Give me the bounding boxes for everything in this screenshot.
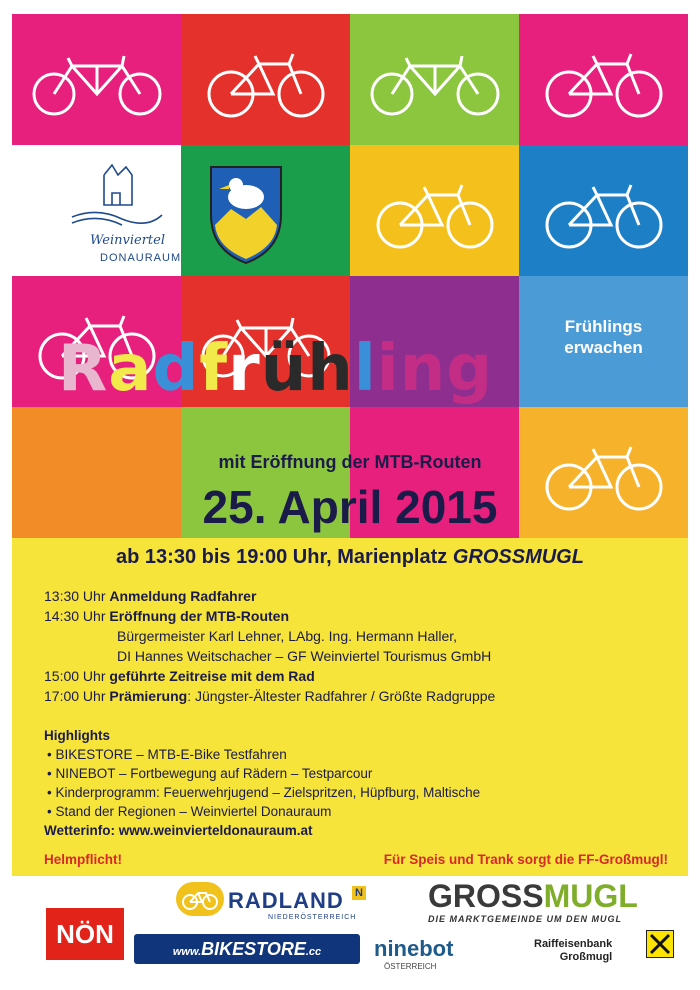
title-letter: n [399, 332, 447, 406]
highlights [44, 726, 480, 840]
color-tile [350, 14, 519, 145]
bicycle-icon [519, 145, 688, 276]
title-letter: h [307, 332, 354, 406]
schedule-row: Bürgermeister Karl Lehner, LAbg. Ing. Hermann Haller, [117, 628, 458, 644]
ninebot-logo: ninebot [374, 936, 454, 961]
radland-subtitle: NIEDERÖSTERREICH [268, 914, 357, 921]
event-time-place [12, 546, 688, 569]
bicycle-icon [350, 145, 519, 276]
poster [12, 14, 688, 876]
highlight-item: • BIKESTORE – MTB-E-Bike Testfahren [44, 745, 480, 764]
radland-wordmark: RADLAND [228, 888, 344, 913]
title-letter: l [353, 332, 377, 406]
title-letter: i [376, 332, 400, 406]
ninebot-subtitle: ÖSTERREICH [384, 962, 437, 971]
bicycle-icon [519, 14, 688, 145]
title-letter: r [228, 332, 261, 406]
color-tile [350, 145, 519, 276]
title-radfruehling [58, 332, 493, 406]
color-tile [519, 14, 688, 145]
weinviertel-script: Weinviertel [90, 233, 166, 248]
time-place-text: ab 13:30 bis 19:00 Uhr, Marienplatz [116, 546, 453, 568]
raiffeisen-gable-icon [646, 930, 674, 958]
schedule-row: DI Hannes Weitschacher – GF Weinviertel Tourismus GmbH [117, 648, 492, 664]
color-tile [12, 14, 181, 145]
highlights-heading: Highlights [44, 728, 110, 743]
mugl-part: MUGL [543, 878, 638, 914]
title-letter: d [152, 332, 200, 406]
coat-of-arms-icon [181, 145, 350, 276]
schedule-row: 13:30 Uhr Anmeldung Radfahrer [44, 588, 257, 604]
color-tile [519, 276, 688, 407]
schedule-row: 14:30 Uhr Eröffnung der MTB-Routen [44, 608, 290, 624]
donauraum-label: DONAURAUM [100, 252, 182, 264]
raiffeisen-line1: Raiffeisenbank [534, 938, 613, 950]
highlight-item: • NINEBOT – Fortbewegung auf Rädern – Testparcour [44, 764, 480, 783]
tandem-bicycle-icon [350, 14, 519, 145]
schedule-row: 17:00 Uhr Prämierung: Jüngster-Ältester Radfahrer / Größte Radgruppe [44, 688, 496, 704]
bikestore-logo [134, 934, 360, 964]
bikestore-wordmark: BIKESTORE [201, 939, 306, 959]
schedule-item-title: Eröffnung der MTB-Routen [109, 608, 290, 624]
spring-slogan: Frühlings erwachen [564, 317, 643, 357]
schedule [44, 586, 495, 706]
tandem-bicycle-icon [12, 14, 181, 145]
helmet-note: Helmpflicht! [44, 852, 123, 867]
schedule-item-title: Anmeldung Radfahrer [109, 588, 257, 604]
catering-note: Für Speis und Trank sorgt die FF-Großmugl! [383, 852, 668, 867]
bikestore-www: www. [172, 946, 202, 958]
gross-part: GROSS [428, 878, 544, 914]
title-letter: R [58, 332, 109, 406]
schedule-item-title: Prämierung [109, 688, 188, 704]
title-letter: f [199, 332, 229, 406]
bicycle-icon [176, 882, 224, 916]
bikestore-tld: .cc [305, 946, 322, 958]
schedule-item-title: geführte Zeitreise mit dem Rad [109, 668, 315, 684]
event-subtitle: mit Eröffnung der MTB-Routen [218, 452, 482, 472]
weather-info [44, 821, 480, 840]
title-letter: ü [260, 332, 308, 406]
event-date: 25. April 2015 [202, 481, 498, 533]
color-tile [519, 145, 688, 276]
highlight-item: • Kinderprogramm: Feuerwehrjugend – Zielspritzen, Hüpfburg, Maltische [44, 783, 480, 802]
raiffeisen-line2: Großmugl [559, 951, 613, 963]
sponsor-bar [0, 876, 700, 990]
color-tile [181, 14, 350, 145]
color-tile [12, 145, 181, 276]
title-letter: g [446, 332, 494, 406]
noen-logo: NÖN [46, 908, 124, 960]
bicycle-icon [181, 14, 350, 145]
raiffeisen-logo [534, 938, 612, 964]
noe-n-icon: N [352, 886, 366, 900]
town-name: GROSSMUGL [452, 546, 584, 568]
highlight-item: • Stand der Regionen – Weinviertel Donauraum [44, 802, 480, 821]
weather-label: Wetterinfo: [44, 823, 115, 838]
grossmugl-tagline: DIE MARKTGEMEINDE UM DEN MUGL [428, 914, 622, 924]
schedule-row: 15:00 Uhr geführte Zeitreise mit dem Rad [44, 668, 315, 684]
color-tile [181, 145, 350, 276]
grossmugl-logo [428, 878, 638, 915]
weather-url: www.weinvierteldonauraum.at [115, 823, 313, 838]
title-letter: a [108, 332, 153, 406]
